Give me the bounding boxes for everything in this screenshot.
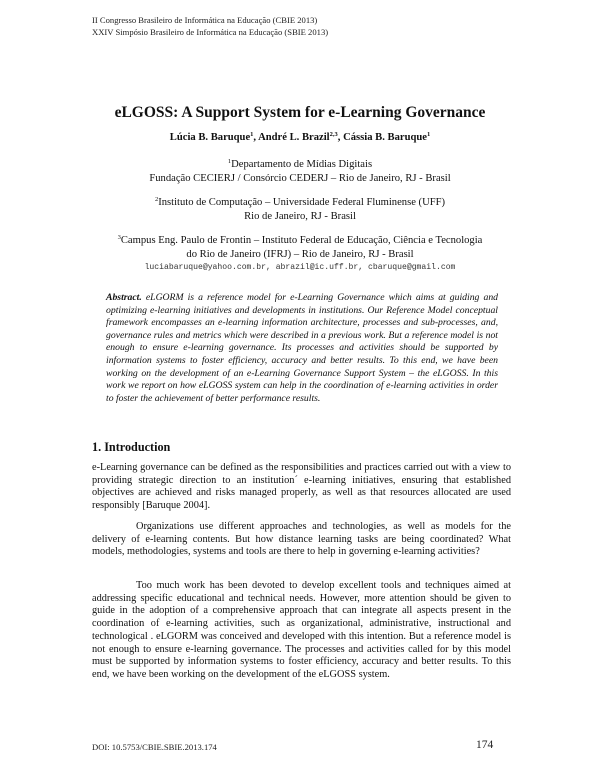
abstract-text: eLGORM is a reference model for e-Learning Governance which aims at guiding and optimizing e-learning initiatives and developments in institutions. Our Reference Model conceptual framework encompasses an e-learning information architecture, processes and sub-processes, and, governance rules and metrics which were described in a previous work. But a reference model is not enough to ensure e-learning governance. Its processes and activities should be supported by information systems to foster efficiency, accuracy and better results. To this end, we have been working on the development of an e-Learning Governance Support System – the eLGOSS. In this work we report on how eLGOSS system can help in the coordination of e-learning activities in order to foster the achievement of better performance results. — [106, 292, 499, 404]
abstract-label: Abstract. — [106, 292, 142, 303]
affiliation-line: do Rio de Janeiro (IFRJ) – Rio de Janeiro, RJ - Brasil — [186, 248, 414, 260]
conference-header-line-1: II Congresso Brasileiro de Informática na Educação (CBIE 2013) — [92, 15, 318, 25]
author-separator: , — [337, 132, 344, 143]
author-name: Cássia B. Baruque — [343, 132, 427, 143]
affiliation-1 — [0, 155, 600, 186]
body-paragraph: Organizations use different approaches and technologies, as well as models for the delivery of e-learning contents. But how distance learning tasks are being coordinated? What models, methodologies, systems and tools are there to help in governing e-learning activities? — [92, 521, 511, 558]
doi-footer: DOI: 10.5753/CBIE.SBIE.2013.174 — [92, 742, 217, 752]
affiliation-mark: 2 — [154, 196, 159, 203]
author-name: Lúcia B. Baruque — [169, 132, 251, 143]
body-paragraph: Too much work has been devoted to develop excellent tools and techniques aimed at addressing specific educational and technical needs. However, more attention should be given to guide in the adoption of a comprehensive approach that can integrate all aspects present in the coordination of e-learning activities, such as organizational, administrative, instructional and technological . eLGORM was conceived and developed with this intention. But a reference model is not enough to ensure e-learning governance. The processes and activities called for by this model must be supported by information systems to foster efficiency, accuracy and better results. To this end, we have been working on the development of the eLGOSS system. — [92, 580, 511, 680]
author-list — [0, 131, 600, 143]
author-affiliation-mark: 1 — [426, 131, 431, 138]
author-affiliation-mark: 2,3 — [329, 131, 338, 138]
section-heading: 1. Introduction — [92, 440, 171, 454]
author-affiliation-mark: 1 — [250, 131, 254, 138]
affiliation-mark: 1 — [227, 158, 232, 165]
affiliation-line: Rio de Janeiro, RJ - Brasil — [244, 210, 356, 222]
author-separator: , — [253, 132, 259, 143]
affiliation-line: Fundação CECIERJ / Consórcio CEDERJ – Rio de Janeiro, RJ - Brasil — [149, 172, 451, 184]
affiliation-2 — [0, 193, 600, 224]
affiliation-mark: 3 — [117, 234, 121, 241]
affiliation-line: Departamento de Mídias Digitais — [231, 159, 373, 170]
page-number: 174 — [476, 739, 494, 751]
author-name: André L. Brazil — [258, 132, 330, 143]
affiliation-line: Instituto de Computação – Universidade Federal Fluminense (UFF) — [158, 197, 446, 208]
affiliation-3 — [0, 231, 600, 262]
abstract — [106, 292, 498, 405]
body-paragraph: e-Learning governance can be defined as the responsibilities and practices carried out with a view to providing strategic direction to an institution´ e-learning initiatives, ensuring that established objectives are achieved and risks managed properly, as well as that resources allocated are used responsibly [Baruque 2004]. — [92, 462, 511, 512]
paper-title: eLGOSS: A Support System for e-Learning Governance — [114, 104, 486, 121]
conference-header-line-2: XXIV Simpósio Brasileiro de Informática na Educação (SBIE 2013) — [92, 27, 329, 37]
author-emails: luciabaruque@yahoo.com.br, abrazil@ic.uff.br, cbaruque@gmail.com — [144, 263, 456, 272]
affiliation-line: Campus Eng. Paulo de Frontin – Instituto Federal de Educação, Ciência e Tecnologia — [120, 235, 483, 246]
